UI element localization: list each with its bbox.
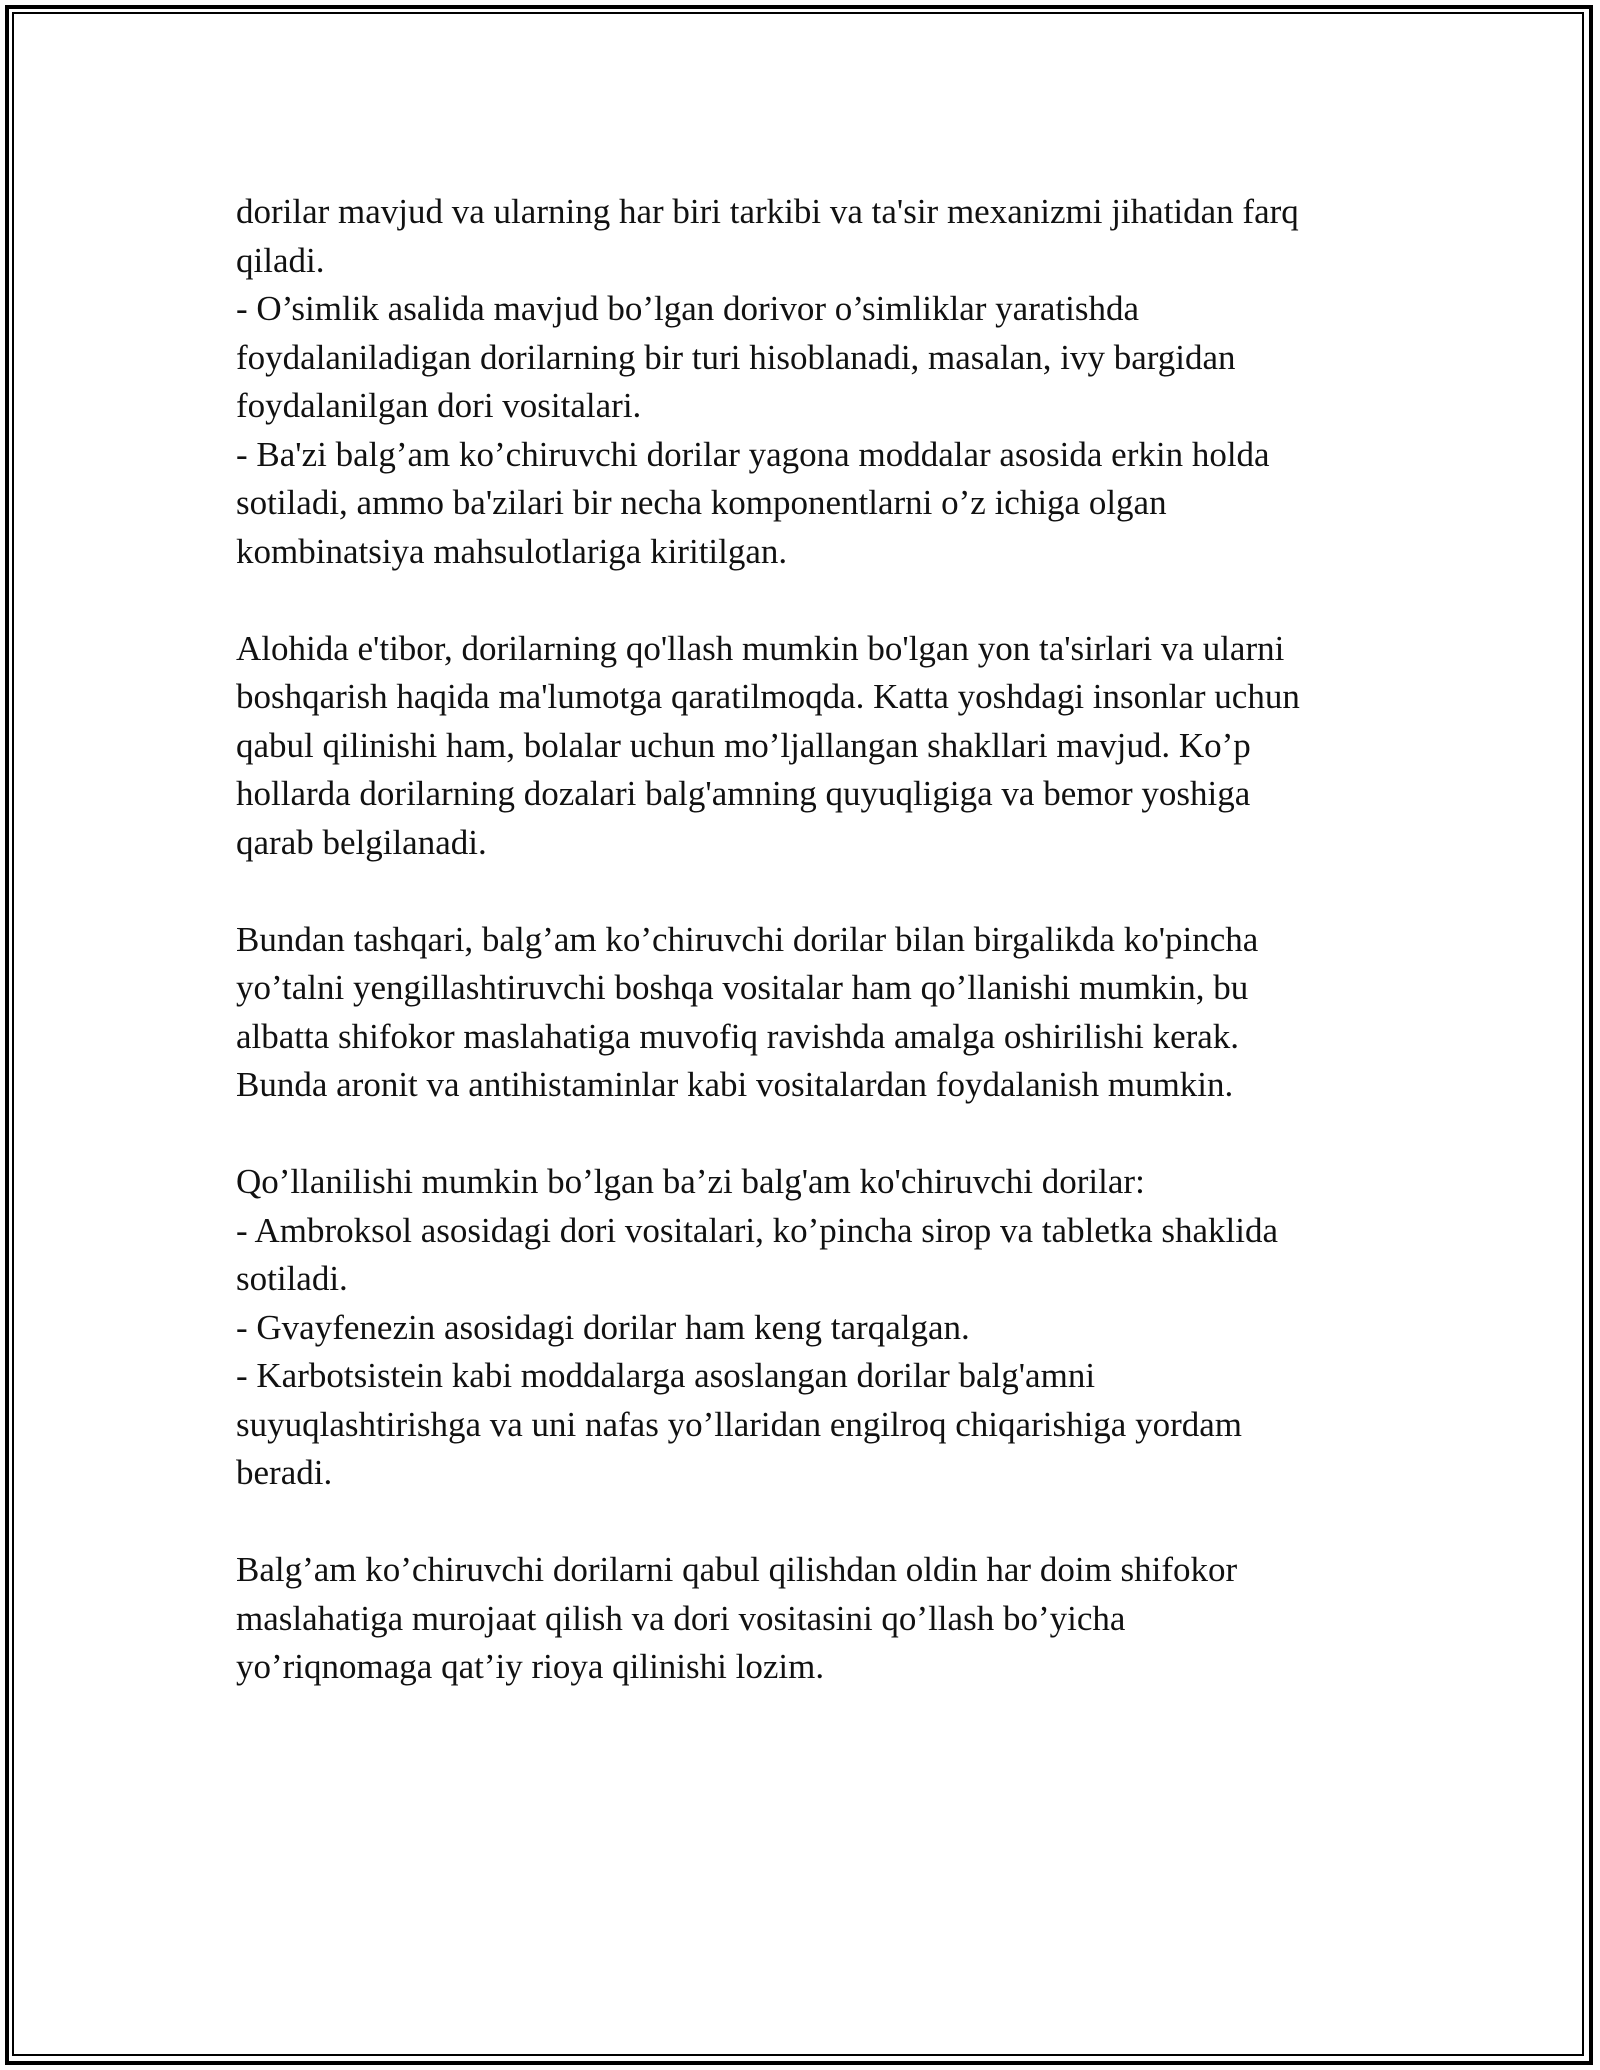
text-line: dorilar mavjud va ularning har biri tarkibi va ta'sir mexanizmi jihatidan farq xyxy=(236,192,1299,231)
text-line: suyuqlashtirishga va uni nafas yo’llaridan engilroq chiqarishiga yordam xyxy=(236,1404,1242,1444)
text-line: Bunda aronit va antihistaminlar kabi vositalardan foydalanish mumkin. xyxy=(236,1065,1234,1104)
text-line: - Gvayfenezin asosidagi dorilar ham keng tarqalgan. xyxy=(236,1307,970,1347)
paragraph-4 xyxy=(236,1158,1376,1498)
text-line: boshqarish haqida ma'lumotga qaratilmoqda. Katta yoshdagi insonlar uchun xyxy=(236,677,1300,716)
text-line: Qo’llanilishi mumkin bo’lgan ba’zi balg'am ko'chiruvchi dorilar: xyxy=(236,1162,1145,1201)
text-line: kombinatsiya mahsulotlariga kiritilgan. xyxy=(236,531,788,571)
text-line: Bundan tashqari, balg’am ko’chiruvchi dorilar bilan birgalikda ko'pincha xyxy=(236,919,1259,959)
text-line: Alohida e'tibor, dorilarning qo'llash mumkin bo'lgan yon ta'sirlari va ularni xyxy=(236,628,1285,668)
paragraph-1 xyxy=(236,188,1376,576)
text-line: - O’simlik asalida mavjud bo’lgan dorivor o’simliklar yaratishda xyxy=(236,289,1140,328)
text-line: qarab belgilanadi. xyxy=(236,822,487,862)
document-body xyxy=(236,188,1376,1740)
text-line: albatta shifokor maslahatiga muvofiq ravishda amalga oshirilishi kerak. xyxy=(236,1016,1240,1056)
text-line: Balg’am ko’chiruvchi dorilarni qabul qilishdan oldin har doim shifokor xyxy=(236,1550,1238,1589)
text-line: qiladi. xyxy=(236,240,325,280)
text-line: - Karbotsistein kabi moddalarga asoslangan dorilar balg'amni xyxy=(236,1356,1096,1395)
text-line: foydalaniladigan dorilarning bir turi hisoblanadi, masalan, ivy bargidan xyxy=(236,337,1236,377)
paragraph-2 xyxy=(236,625,1376,868)
text-line: maslahatiga murojaat qilish va dori vositasini qo’llash bo’yicha xyxy=(236,1598,1126,1638)
text-line: - Ambroksol asosidagi dori vositalari, ko’pincha sirop va tabletka shaklida xyxy=(236,1210,1279,1250)
text-line: foydalanilgan dori vositalari. xyxy=(236,386,642,425)
text-line: sotiladi, ammo ba'zilari bir necha komponentlarni o’z ichiga olgan xyxy=(236,483,1167,522)
text-line: yo’riqnomaga qat’iy rioya qilinishi lozim. xyxy=(236,1647,825,1686)
text-line: yo’talni yengillashtiruvchi boshqa vositalar ham qo’llanishi mumkin, bu xyxy=(236,968,1249,1007)
text-line: - Ba'zi balg’am ko’chiruvchi dorilar yagona moddalar asosida erkin holda xyxy=(236,434,1270,474)
text-line: qabul qilinishi ham, bolalar uchun mo’ljallangan shakllari mavjud. Ko’p xyxy=(236,725,1251,765)
text-line: sotiladi. xyxy=(236,1259,348,1298)
text-line: beradi. xyxy=(236,1453,333,1492)
paragraph-3 xyxy=(236,916,1376,1110)
paragraph-5 xyxy=(236,1546,1376,1692)
text-line: hollarda dorilarning dozalari balg'amning quyuqligiga va bemor yoshiga xyxy=(236,774,1251,813)
